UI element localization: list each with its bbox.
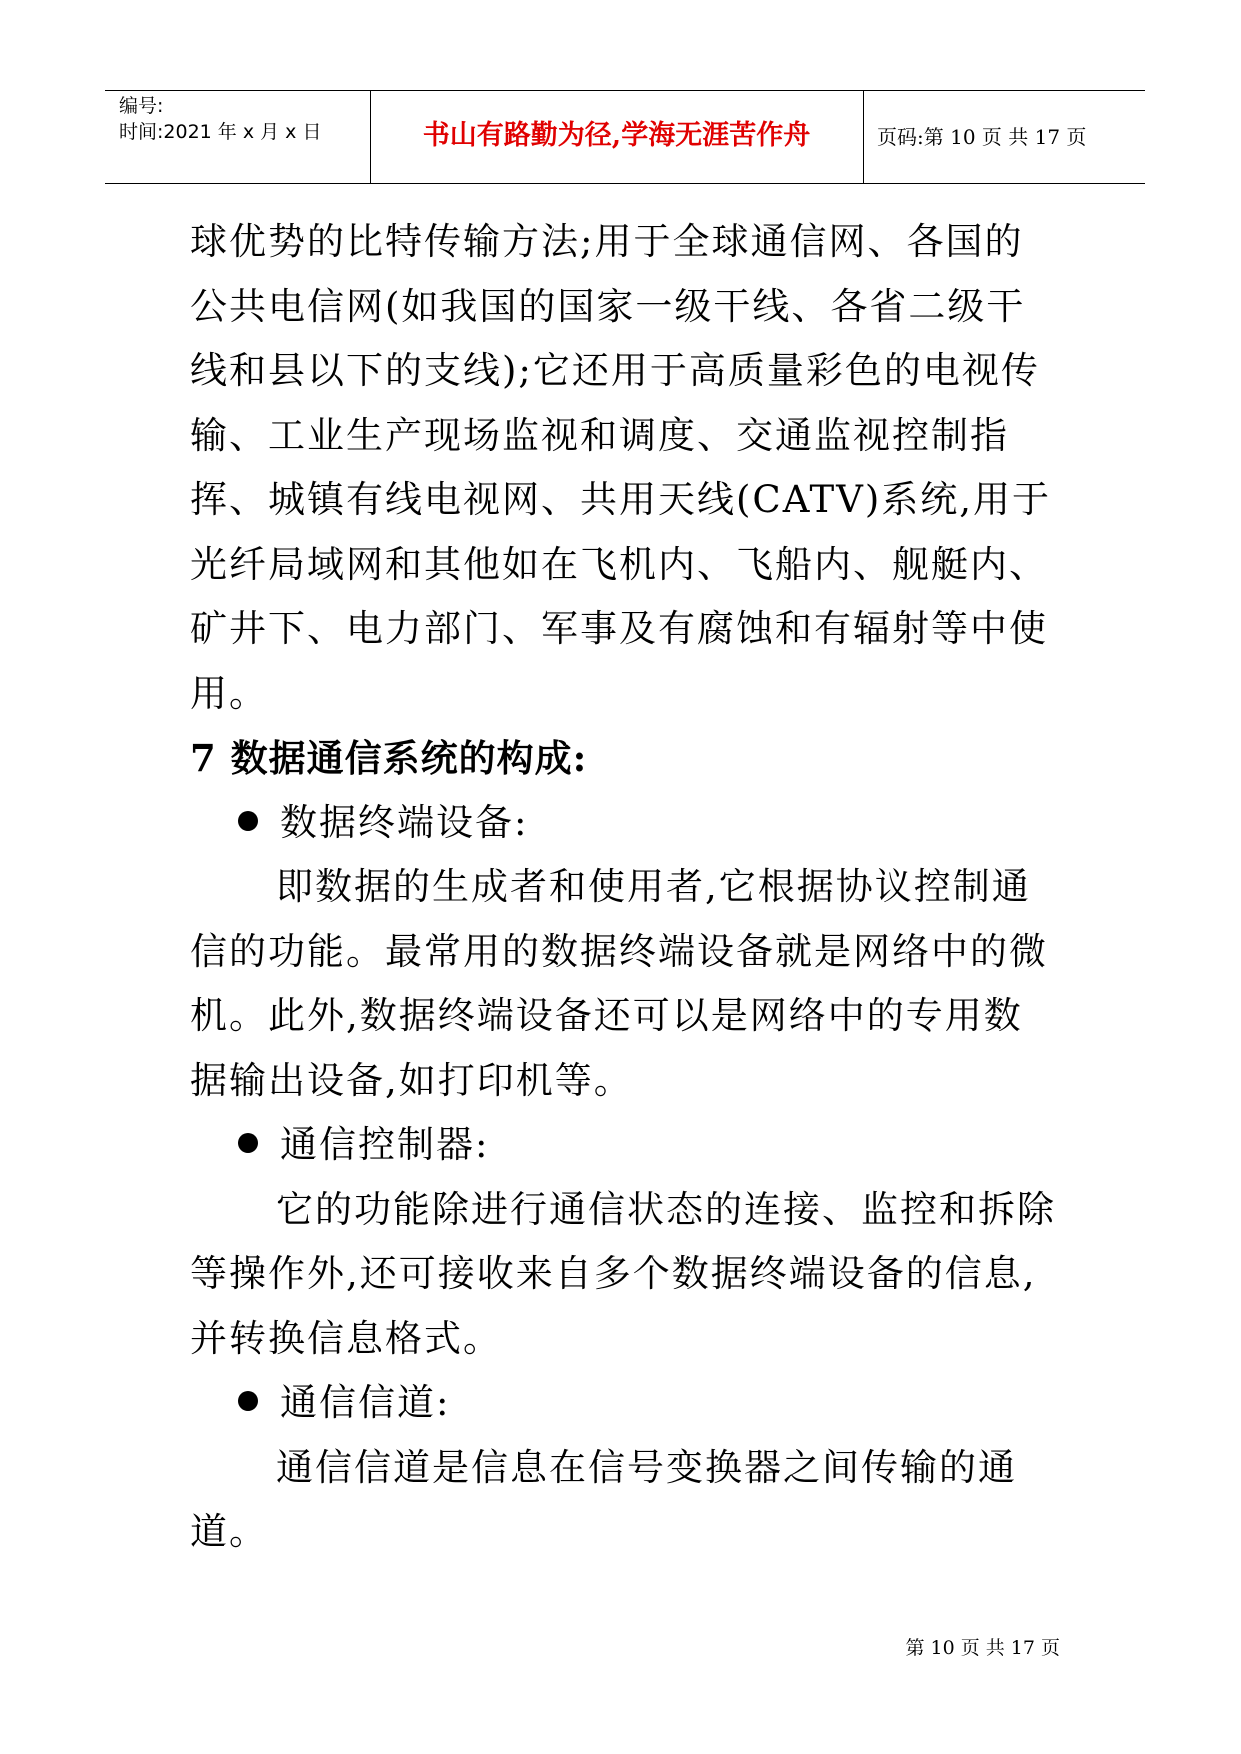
bullet-item-terminal-equipment	[190, 791, 1060, 856]
bullet-item-communication-channel	[190, 1371, 1060, 1436]
page-body	[190, 210, 1060, 1565]
header-motto: 书山有路勤为径,学海无涯苦作舟	[422, 120, 811, 151]
bullet-label: 数据终端设备:	[280, 800, 529, 844]
document-number-label: 编号:	[119, 95, 164, 117]
header-meta-cell	[105, 91, 371, 183]
bullet-dot-icon	[238, 1391, 258, 1411]
paragraph-communication-controller: 它的功能除进行通信状态的连接、监控和拆除等操作外,还可接收来自多个数据终端设备的信息,并转换信息格式。	[190, 1187, 1056, 1360]
page-footer: 第 10 页 共 17 页	[905, 1637, 1060, 1659]
bullet-label: 通信信道:	[280, 1381, 451, 1424]
bullet-label: 通信控制器:	[280, 1123, 490, 1166]
header-page-cell	[863, 91, 1145, 183]
paragraph-communication-channel: 通信信道是信息在信号变换器之间传输的通道。	[190, 1445, 1017, 1553]
document-time-label: 时间:2021 年 x 月 x 日	[119, 121, 322, 143]
bullet-dot-icon	[238, 1133, 258, 1153]
bullet-item-communication-controller	[190, 1113, 1060, 1178]
bullet-dot-icon	[238, 811, 258, 831]
header-page-info: 页码:第 10 页 共 17 页	[877, 125, 1087, 149]
paragraph-fiber-applications: 球优势的比特传输方法;用于全球通信网、各国的公共电信网(如我国的国家一级干线、各省二级干线和县以下的支线);它还用于高质量彩色的电视传输、工业生产现场监视和调度、交通监视控制指挥、城镇有线电视网、共用天线(CATV)系统,用于光纤局域网和其他如在飞机内、飞船内、舰艇内、矿井下、电力部门、军事及有腐蚀和有辐射等中使用。	[190, 220, 1052, 715]
section-heading: 7 数据通信系统的构成:	[190, 736, 588, 780]
paragraph-terminal-equipment: 即数据的生成者和使用者,它根据协议控制通信的功能。最常用的数据终端设备就是网络中的微机。此外,数据终端设备还可以是网络中的专用数据输出设备,如打印机等。	[190, 865, 1048, 1102]
page-header	[105, 90, 1145, 184]
header-motto-cell	[370, 91, 864, 183]
